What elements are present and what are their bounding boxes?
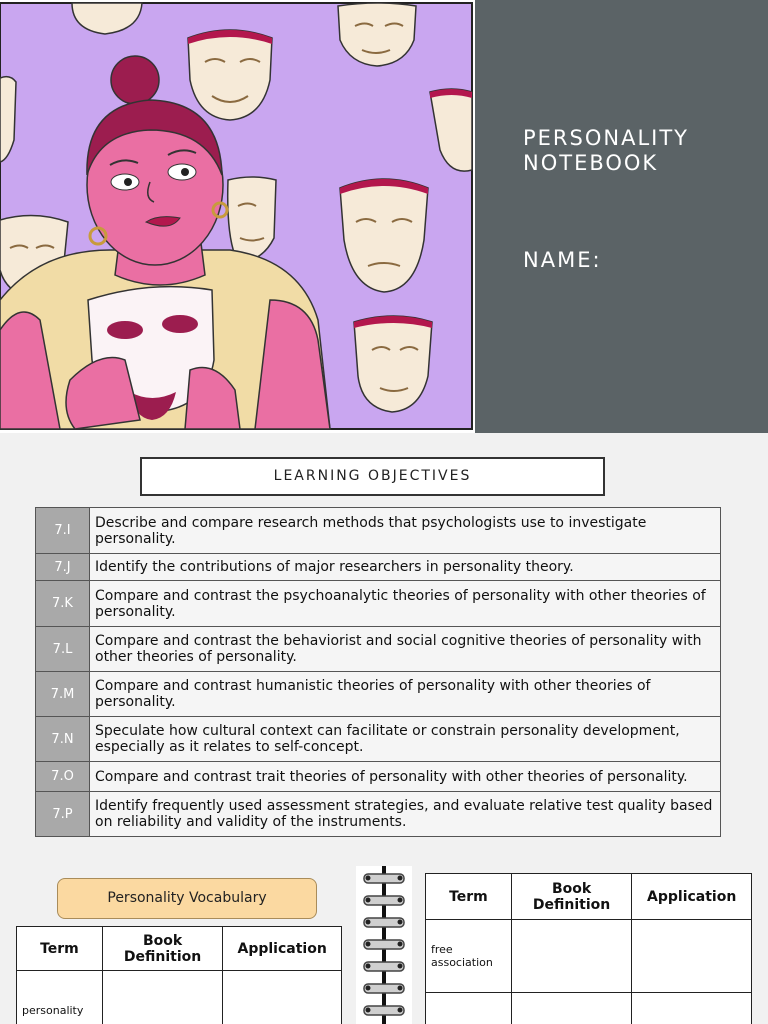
cover-illustration	[0, 0, 475, 433]
header-application: Application	[632, 874, 752, 920]
objective-row	[36, 762, 721, 792]
application-cell[interactable]	[223, 971, 342, 1024]
objective-row	[36, 672, 721, 717]
objective-code: 7.P	[36, 792, 90, 837]
vocabulary-table-right	[425, 873, 752, 1024]
name-label: NAME:	[523, 248, 602, 272]
objective-text: Identify frequently used assessment strategies, and evaluate relative test quality based on reliability and validity of the instruments.	[90, 792, 721, 837]
objective-code: 7.L	[36, 627, 90, 672]
objective-code: 7.K	[36, 581, 90, 627]
learning-objectives-heading: LEARNING OBJECTIVES	[140, 457, 605, 496]
objective-text: Describe and compare research methods that psychologists use to investigate personality.	[90, 508, 721, 554]
objective-text: Compare and contrast the behaviorist and social cognitive theories of personality with other theories of personality.	[90, 627, 721, 672]
spiral-icon	[356, 866, 412, 1024]
objective-code: 7.N	[36, 717, 90, 762]
spiral-binding	[356, 866, 412, 1024]
learning-objectives-table	[35, 507, 721, 837]
objective-text: Identify the contributions of major researchers in personality theory.	[90, 554, 721, 581]
objective-row	[36, 792, 721, 837]
term-cell: personality	[17, 971, 103, 1024]
definition-cell[interactable]	[511, 993, 632, 1024]
personality-vocabulary-label: Personality Vocabulary	[57, 878, 317, 919]
objective-code: 7.J	[36, 554, 90, 581]
objective-row	[36, 627, 721, 672]
application-cell[interactable]	[632, 993, 752, 1024]
table-header-row	[426, 874, 752, 920]
objective-text: Compare and contrast the psychoanalytic theories of personality with other theories of personality.	[90, 581, 721, 627]
objective-code: 7.I	[36, 508, 90, 554]
objective-row	[36, 554, 721, 581]
objective-code: 7.O	[36, 762, 90, 792]
definition-cell[interactable]	[102, 971, 222, 1024]
header-term: Term	[17, 927, 103, 971]
table-row	[17, 971, 342, 1024]
objective-text: Compare and contrast humanistic theories of personality with other theories of personality.	[90, 672, 721, 717]
objective-text: Compare and contrast trait theories of personality with other theories of personality.	[90, 762, 721, 792]
objective-text: Speculate how cultural context can facilitate or constrain personality development, especially as it relates to self-concept.	[90, 717, 721, 762]
table-header-row	[17, 927, 342, 971]
objective-row	[36, 581, 721, 627]
table-row	[426, 920, 752, 993]
woman-with-masks-illustration	[0, 0, 475, 433]
definition-cell[interactable]	[511, 920, 632, 993]
notebook-title: PERSONALITY NOTEBOOK	[523, 126, 690, 175]
term-cell	[426, 993, 512, 1024]
vocabulary-table-left	[16, 926, 342, 1024]
title-panel	[475, 0, 768, 433]
table-row	[426, 993, 752, 1024]
objective-row	[36, 508, 721, 554]
term-cell: free association	[426, 920, 512, 993]
objective-code: 7.M	[36, 672, 90, 717]
header-book-definition: Book Definition	[511, 874, 632, 920]
objective-row	[36, 717, 721, 762]
header-term: Term	[426, 874, 512, 920]
application-cell[interactable]	[632, 920, 752, 993]
header-application: Application	[223, 927, 342, 971]
header-book-definition: Book Definition	[102, 927, 222, 971]
